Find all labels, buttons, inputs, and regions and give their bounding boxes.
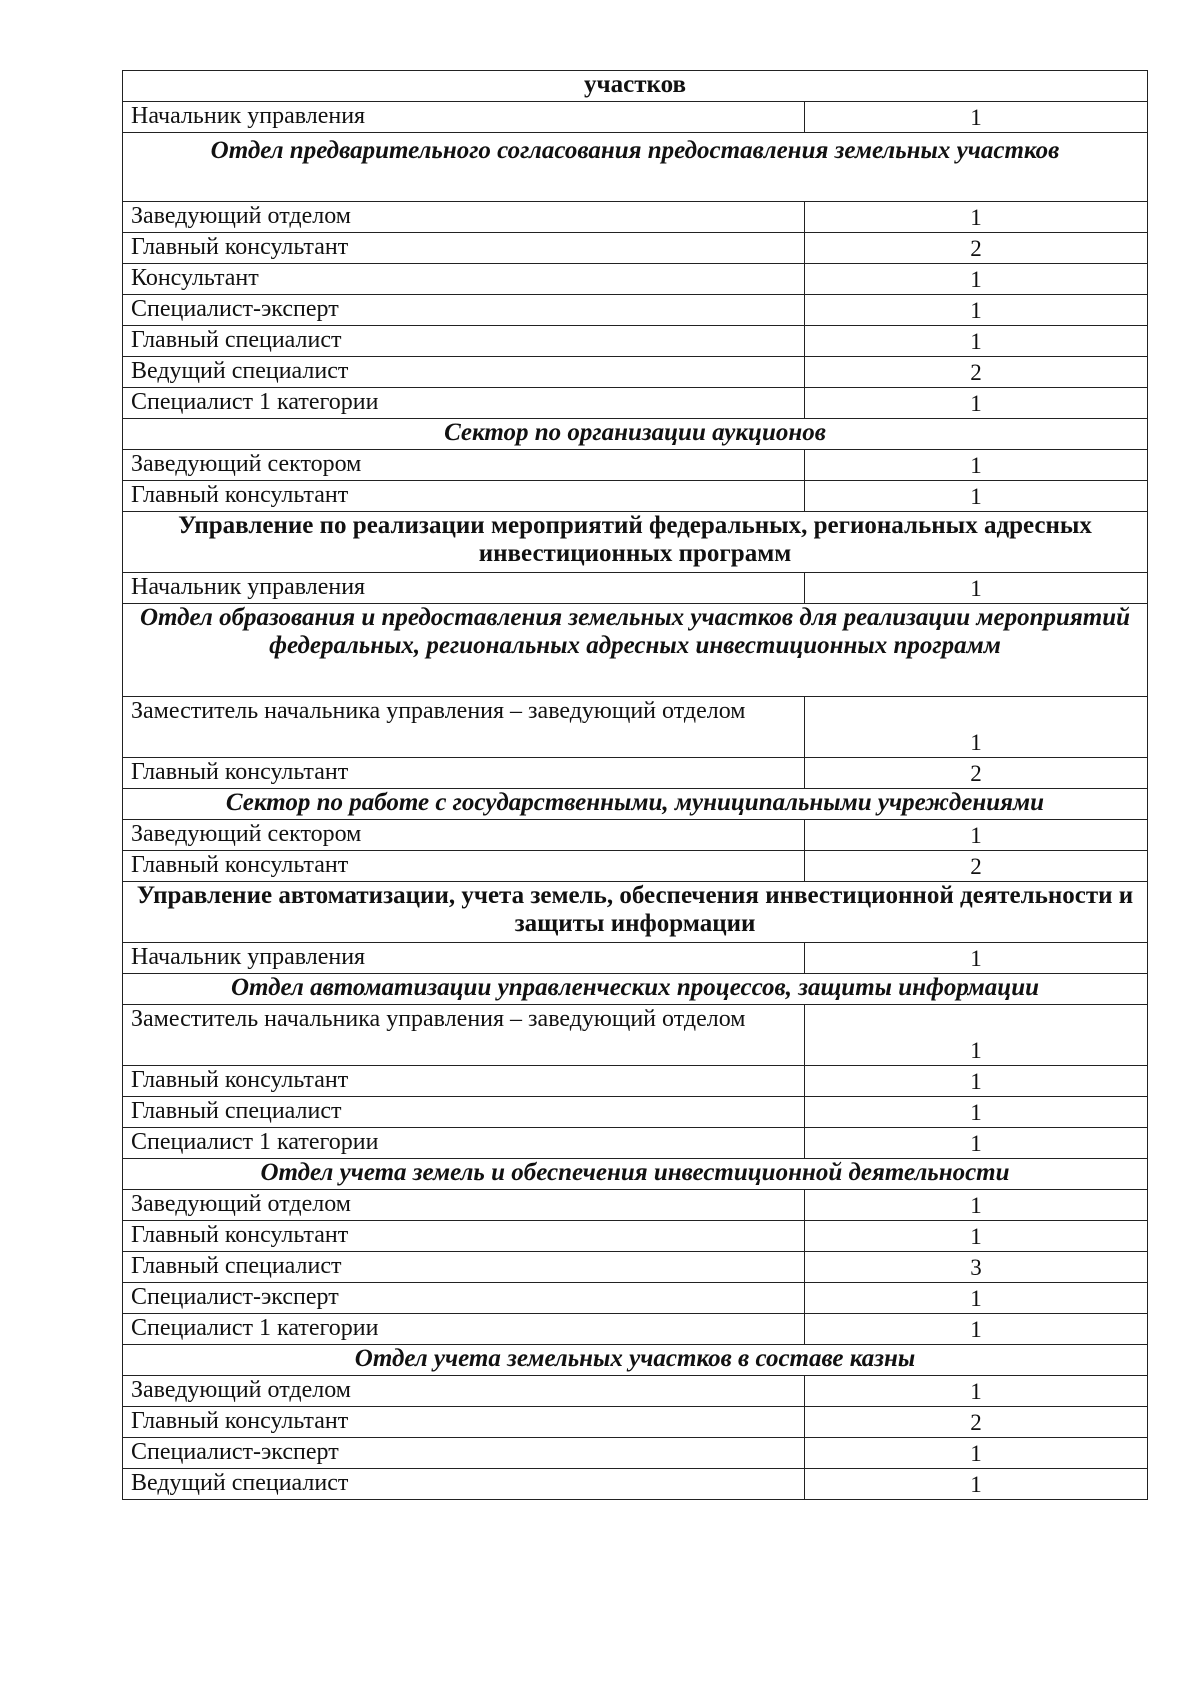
position-title: Специалист 1 категории: [123, 388, 805, 419]
position-count: 1: [805, 1005, 1148, 1066]
table-row: [123, 1407, 1148, 1438]
table-row: [123, 1221, 1148, 1252]
position-count: 1: [805, 1221, 1148, 1252]
position-count: 1: [805, 1190, 1148, 1221]
table-row: [123, 357, 1148, 388]
position-title: Заведующий отделом: [123, 202, 805, 233]
position-count: 1: [805, 326, 1148, 357]
section-header: Управление автоматизации, учета земель, обеспечения инвестиционной деятельности и защиты информации: [123, 882, 1148, 943]
section-header: Отдел образования и предоставления земельных участков для реализации мероприятий федеральных, региональных адресных инвестиционных программ: [123, 604, 1148, 697]
position-title: Ведущий специалист: [123, 357, 805, 388]
position-title: Главный консультант: [123, 1221, 805, 1252]
position-title: Главный специалист: [123, 326, 805, 357]
section-header: Отдел автоматизации управленческих процессов, защиты информации: [123, 974, 1148, 1005]
table-row: [123, 450, 1148, 481]
table-row: [123, 1438, 1148, 1469]
section-header: участков: [123, 71, 1148, 102]
position-count: 1: [805, 1314, 1148, 1345]
table-row: [123, 1097, 1148, 1128]
position-title: Ведущий специалист: [123, 1469, 805, 1500]
position-count: 2: [805, 357, 1148, 388]
table-row: [123, 1066, 1148, 1097]
table-row: [123, 1376, 1148, 1407]
position-title: Заведующий отделом: [123, 1190, 805, 1221]
section-header-row: [123, 789, 1148, 820]
position-title: Заместитель начальника управления – заведующий отделом: [123, 697, 805, 758]
section-header-row: [123, 419, 1148, 450]
table-row: [123, 1252, 1148, 1283]
table-row: [123, 1005, 1148, 1066]
position-count: 1: [805, 1376, 1148, 1407]
section-header-row: [123, 974, 1148, 1005]
table-row: [123, 233, 1148, 264]
table-row: [123, 851, 1148, 882]
section-header-row: [123, 882, 1148, 943]
table-row: [123, 481, 1148, 512]
position-title: Специалист-эксперт: [123, 295, 805, 326]
section-header: Отдел учета земельных участков в составе казны: [123, 1345, 1148, 1376]
table-row: [123, 758, 1148, 789]
table-row: [123, 820, 1148, 851]
section-header-row: [123, 512, 1148, 573]
position-count: 1: [805, 450, 1148, 481]
position-count: 1: [805, 1438, 1148, 1469]
position-title: Главный специалист: [123, 1097, 805, 1128]
position-count: 1: [805, 1469, 1148, 1500]
position-title: Главный консультант: [123, 851, 805, 882]
position-count: 1: [805, 820, 1148, 851]
position-count: 1: [805, 102, 1148, 133]
position-title: Заведующий отделом: [123, 1376, 805, 1407]
position-count: 1: [805, 388, 1148, 419]
table-row: [123, 295, 1148, 326]
position-count: 2: [805, 1407, 1148, 1438]
position-title: Начальник управления: [123, 943, 805, 974]
position-count: 2: [805, 851, 1148, 882]
table-row: [123, 388, 1148, 419]
table-row: [123, 102, 1148, 133]
position-title: Заведующий сектором: [123, 820, 805, 851]
section-header: Отдел учета земель и обеспечения инвестиционной деятельности: [123, 1159, 1148, 1190]
section-header-row: [123, 1345, 1148, 1376]
position-title: Главный консультант: [123, 481, 805, 512]
section-header-row: [123, 604, 1148, 697]
staff-table: [122, 70, 1148, 1500]
position-count: 1: [805, 1283, 1148, 1314]
section-header: Сектор по работе с государственными, муниципальными учреждениями: [123, 789, 1148, 820]
position-title: Специалист-эксперт: [123, 1283, 805, 1314]
position-title: Главный специалист: [123, 1252, 805, 1283]
position-count: 1: [805, 697, 1148, 758]
position-count: 1: [805, 295, 1148, 326]
position-count: 1: [805, 264, 1148, 295]
table-row: [123, 1314, 1148, 1345]
position-count: 1: [805, 1066, 1148, 1097]
position-count: 2: [805, 758, 1148, 789]
position-count: 1: [805, 1097, 1148, 1128]
position-title: Заместитель начальника управления – заведующий отделом: [123, 1005, 805, 1066]
table-row: [123, 697, 1148, 758]
section-header-row: [123, 133, 1148, 202]
section-header: Сектор по организации аукционов: [123, 419, 1148, 450]
position-count: 1: [805, 573, 1148, 604]
position-title: Главный консультант: [123, 1407, 805, 1438]
position-title: Специалист 1 категории: [123, 1128, 805, 1159]
table-row: [123, 1469, 1148, 1500]
position-title: Главный консультант: [123, 233, 805, 264]
table-row: [123, 202, 1148, 233]
position-title: Начальник управления: [123, 102, 805, 133]
position-title: Специалист 1 категории: [123, 1314, 805, 1345]
table-row: [123, 1128, 1148, 1159]
position-count: 1: [805, 481, 1148, 512]
position-count: 1: [805, 943, 1148, 974]
position-title: Главный консультант: [123, 1066, 805, 1097]
position-title: Консультант: [123, 264, 805, 295]
section-header: Отдел предварительного согласования предоставления земельных участков: [123, 133, 1148, 202]
table-row: [123, 573, 1148, 604]
table-row: [123, 943, 1148, 974]
position-title: Специалист-эксперт: [123, 1438, 805, 1469]
table-row: [123, 1190, 1148, 1221]
position-count: 2: [805, 233, 1148, 264]
position-title: Начальник управления: [123, 573, 805, 604]
position-count: 3: [805, 1252, 1148, 1283]
section-header-row: [123, 71, 1148, 102]
section-header-row: [123, 1159, 1148, 1190]
staff-table-body: [123, 71, 1148, 1500]
position-title: Главный консультант: [123, 758, 805, 789]
table-row: [123, 1283, 1148, 1314]
position-title: Заведующий сектором: [123, 450, 805, 481]
position-count: 1: [805, 1128, 1148, 1159]
position-count: 1: [805, 202, 1148, 233]
table-row: [123, 326, 1148, 357]
table-row: [123, 264, 1148, 295]
section-header: Управление по реализации мероприятий федеральных, региональных адресных инвестиционных программ: [123, 512, 1148, 573]
